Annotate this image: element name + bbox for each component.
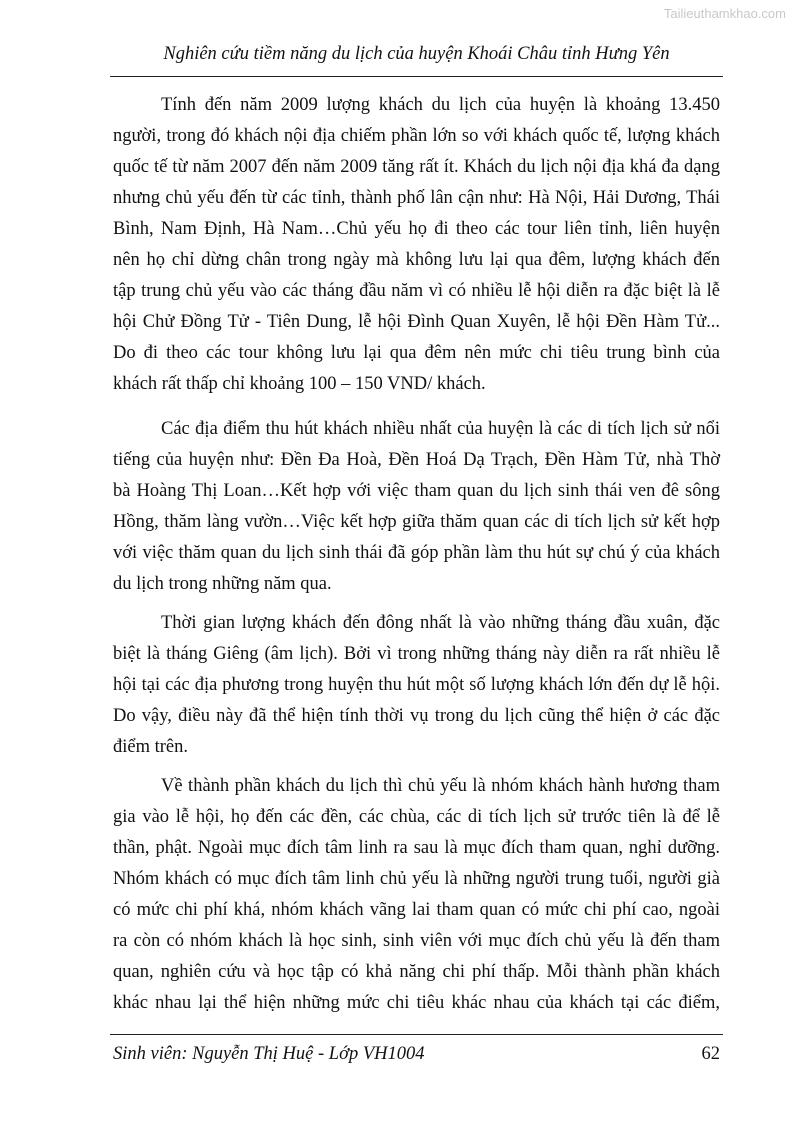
- text-line: Do đi theo các tour không lưu lại qua đêm nên mức chi tiêu trung bình của: [113, 343, 720, 363]
- paragraph: [113, 414, 720, 600]
- text-line: Hồng, thăm làng vườn…Việc kết hợp giữa thăm quan các di tích lịch sử kết hợp: [113, 512, 720, 532]
- text-line: ra còn có nhóm khách là học sinh, sinh viên với mục đích chủ yếu là đến tham: [113, 931, 720, 951]
- text-line: gia vào lễ hội, họ đến các đền, các chùa, các di tích lịch sử trước tiên là để lễ: [113, 807, 720, 827]
- text-line: điểm trên.: [113, 737, 189, 757]
- watermark: Tailieuthamkhao.com: [663, 6, 786, 21]
- paragraph: [113, 771, 720, 1019]
- text-line: hội Chử Đồng Tử - Tiên Dung, lễ hội Đình Quan Xuyên, lễ hội Đền Hàm Tử...: [113, 312, 720, 332]
- text-line: du lịch trong những năm qua.: [113, 574, 332, 594]
- running-header: Nghiên cứu tiềm năng du lịch của huyện Khoái Châu tỉnh Hưng Yên: [163, 44, 670, 64]
- text-line: biệt là tháng Giêng (âm lịch). Bởi vì trong những tháng này diễn ra rất nhiều lễ: [113, 644, 720, 664]
- text-line: người, trong đó khách nội địa chiếm phần lớn so với khách quốc tế, lượng khách: [113, 126, 720, 146]
- text-line: nên họ chỉ dừng chân trong ngày mà không lưu lại qua đêm, lượng khách đến: [113, 250, 720, 270]
- text-line: Về thành phần khách du lịch thì chủ yếu là nhóm khách hành hương tham: [161, 776, 720, 796]
- text-line: tiếng của huyện như: Đền Đa Hoà, Đền Hoá Dạ Trạch, Đền Hàm Tử, nhà Thờ: [113, 450, 720, 470]
- footer-student: Sinh viên: Nguyễn Thị Huệ - Lớp VH1004: [113, 1044, 425, 1064]
- text-line: Tính đến năm 2009 lượng khách du lịch của huyện là khoảng 13.450: [161, 95, 720, 115]
- text-line: quan, nghiên cứu và học tập có khả năng chi phí thấp. Mỗi thành phần khách: [113, 962, 720, 982]
- text-line: khách rất thấp chỉ khoảng 100 – 150 VND/ khách.: [113, 374, 486, 394]
- text-line: Các địa điểm thu hút khách nhiều nhất của huyện là các di tích lịch sử nổi: [161, 419, 720, 439]
- document-body: [113, 90, 720, 1027]
- footer-rule: [110, 1034, 723, 1035]
- text-line: Nhóm khách có mục đích tâm linh chủ yếu là những người trung tuổi, người già: [113, 869, 720, 889]
- paragraph: [113, 608, 720, 763]
- text-line: Thời gian lượng khách đến đông nhất là vào những tháng đầu xuân, đặc: [161, 613, 720, 633]
- text-line: Do vậy, điều này đã thể hiện tính thời vụ trong du lịch cũng thể hiện ở các đặc: [113, 706, 720, 726]
- text-line: thần, phật. Ngoài mục đích tâm linh ra sau là mục đích tham quan, nghỉ dưỡng.: [113, 838, 720, 858]
- text-line: tập trung chủ yếu vào các tháng đầu năm vì có nhiều lễ hội diễn ra đặc biệt là lễ: [113, 281, 720, 301]
- text-line: bà Hoàng Thị Loan…Kết hợp với việc tham quan du lịch sinh thái ven đê sông: [113, 481, 720, 501]
- text-line: nhưng chủ yếu đến từ các tỉnh, thành phố lân cận như: Hà Nội, Hải Dương, Thái: [113, 188, 720, 208]
- footer: [113, 1044, 720, 1065]
- page-number: 62: [701, 1044, 720, 1064]
- text-line: có mức chi phí khá, nhóm khách vãng lai tham quan có mức chi phí cao, ngoài: [113, 900, 720, 920]
- text-line: khác nhau lại thể hiện những mức chi tiêu khác nhau của khách tại các điểm,: [113, 993, 720, 1013]
- text-line: với việc thăm quan du lịch sinh thái đã góp phần làm thu hút sự chú ý của khách: [113, 543, 720, 563]
- paragraph: [113, 90, 720, 400]
- text-line: Bình, Nam Định, Hà Nam…Chủ yếu họ đi theo các tour liên tỉnh, liên huyện: [113, 219, 720, 239]
- text-line: quốc tế từ năm 2007 đến năm 2009 tăng rất ít. Khách du lịch nội địa khá đa dạng: [113, 157, 720, 177]
- header-rule: [110, 76, 723, 77]
- text-line: hội tại các địa phương trong huyện thu hút một số lượng khách lớn đến dự lễ hội.: [113, 675, 720, 695]
